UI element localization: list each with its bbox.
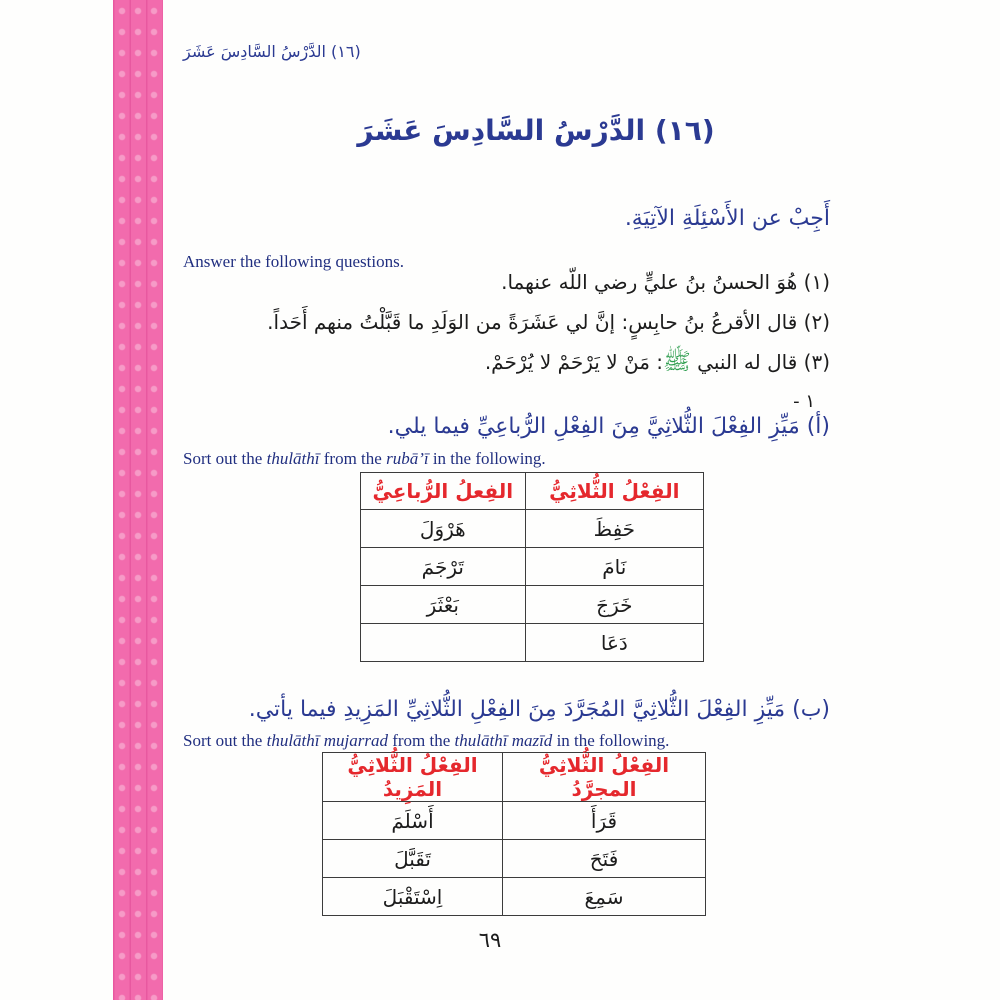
cell-rubai: بَعْثَرَ xyxy=(361,586,526,624)
cell-rubai: هَرْوَلَ xyxy=(361,510,526,548)
term-thulathi: thulāthī xyxy=(266,449,320,468)
question-1: (١) هُوَ الحسنُ بنُ عليٍّ رضي اللّه عنهما. xyxy=(501,270,830,294)
cell-rubai: تَرْجَمَ xyxy=(361,548,526,586)
cell-mujarrad: فَتَحَ xyxy=(503,840,706,878)
cell-mazid: تَقَبَّلَ xyxy=(323,840,503,878)
table-row xyxy=(361,510,704,548)
exercise-a-arabic-prompt: (أ) مَيِّزِ الفِعْلَ الثُّلاثِيَّ مِنَ الفِعْلِ الرُّباعِيِّ فيما يلي. xyxy=(387,414,830,439)
exercise-a-english-prompt xyxy=(183,449,546,469)
cell-mazid: أَسْلَمَ xyxy=(323,802,503,840)
exercise-b-table xyxy=(322,752,706,916)
table-row xyxy=(323,802,706,840)
table-row xyxy=(361,548,704,586)
table-header-row xyxy=(323,753,706,802)
prompt-text: in the following. xyxy=(552,731,670,750)
question-2: (٢) قال الأقرعُ بنُ حابِسٍ: إنَّ لي عَشَرَةً من الوَلَدِ ما قَبَّلْتُ منهم أَحَداً. xyxy=(267,310,830,334)
table-header-row xyxy=(361,473,704,510)
exercise-b-english-prompt xyxy=(183,731,669,751)
cell-thulathi: دَعَا xyxy=(525,624,703,662)
english-instruction: Answer the following questions. xyxy=(183,252,404,271)
prompt-text: Sort out the xyxy=(183,731,267,750)
term-thulathi-mujarrad: thulāthī mujarrad xyxy=(266,731,388,750)
prompt-text: from the xyxy=(319,449,387,468)
cell-thulathi: خَرَجَ xyxy=(525,586,703,624)
cell-thulathi: نَامَ xyxy=(525,548,703,586)
cell-mujarrad: قَرَأَ xyxy=(503,802,706,840)
table-row xyxy=(361,586,704,624)
cell-thulathi: حَفِظَ xyxy=(525,510,703,548)
page-number: ٦٩ xyxy=(478,928,502,952)
pbuh-calligraphy-symbol: ﷺ xyxy=(663,349,691,375)
column-header-mujarrad: الفِعْلُ الثُّلاثِيُّ المجرَّدُ xyxy=(503,753,706,802)
cell-rubai-empty xyxy=(361,624,526,662)
running-header-lesson-label: (١٦) الدَّرْسُ السَّادِسَ عَشَرَ xyxy=(183,42,361,61)
arabic-instruction: أَجِبْ عن الأَسْئِلَةِ الآتِيَةِ. xyxy=(624,206,830,231)
prompt-text: from the xyxy=(387,731,455,750)
question-3 xyxy=(183,350,830,374)
exercise-b-arabic-prompt: (ب) مَيِّزِ الفِعْلَ الثُّلاثِيَّ المُجَرَّدَ مِنَ الفِعْلِ الثُّلاثِيِّ المَزِيدِ فيما يأتي. xyxy=(248,697,830,722)
term-thulathi-mazid: thulāthī mazīd xyxy=(454,731,553,750)
question-3-text-before: (٣) قال له النبي xyxy=(690,350,830,374)
column-header-rubai: الفِعلُ الرُّباعِيُّ xyxy=(361,473,526,510)
table-row xyxy=(361,624,704,662)
prompt-text: in the following. xyxy=(428,449,546,468)
page-title: (١٦) الدَّرْسُ السَّادِسَ عَشَرَ xyxy=(357,114,715,147)
cell-mujarrad: سَمِعَ xyxy=(503,878,706,916)
column-header-thulathi: الفِعْلُ الثُّلاثِيُّ xyxy=(525,473,703,510)
table-row xyxy=(323,840,706,878)
question-3-text-after: : مَنْ لا يَرْحَمْ لا يُرْحَمْ. xyxy=(484,350,664,374)
binding-decoration xyxy=(113,0,163,1000)
column-header-mazid: الفِعْلُ الثُّلاثِيُّ المَزِيدُ xyxy=(323,753,503,802)
cell-mazid: اِسْتَقْبَلَ xyxy=(323,878,503,916)
table-row xyxy=(323,878,706,916)
term-rubai: rubā’ī xyxy=(386,449,429,468)
exercise-number-label: - ١ xyxy=(793,391,815,412)
prompt-text: Sort out the xyxy=(183,449,267,468)
exercise-a-table xyxy=(360,472,704,662)
